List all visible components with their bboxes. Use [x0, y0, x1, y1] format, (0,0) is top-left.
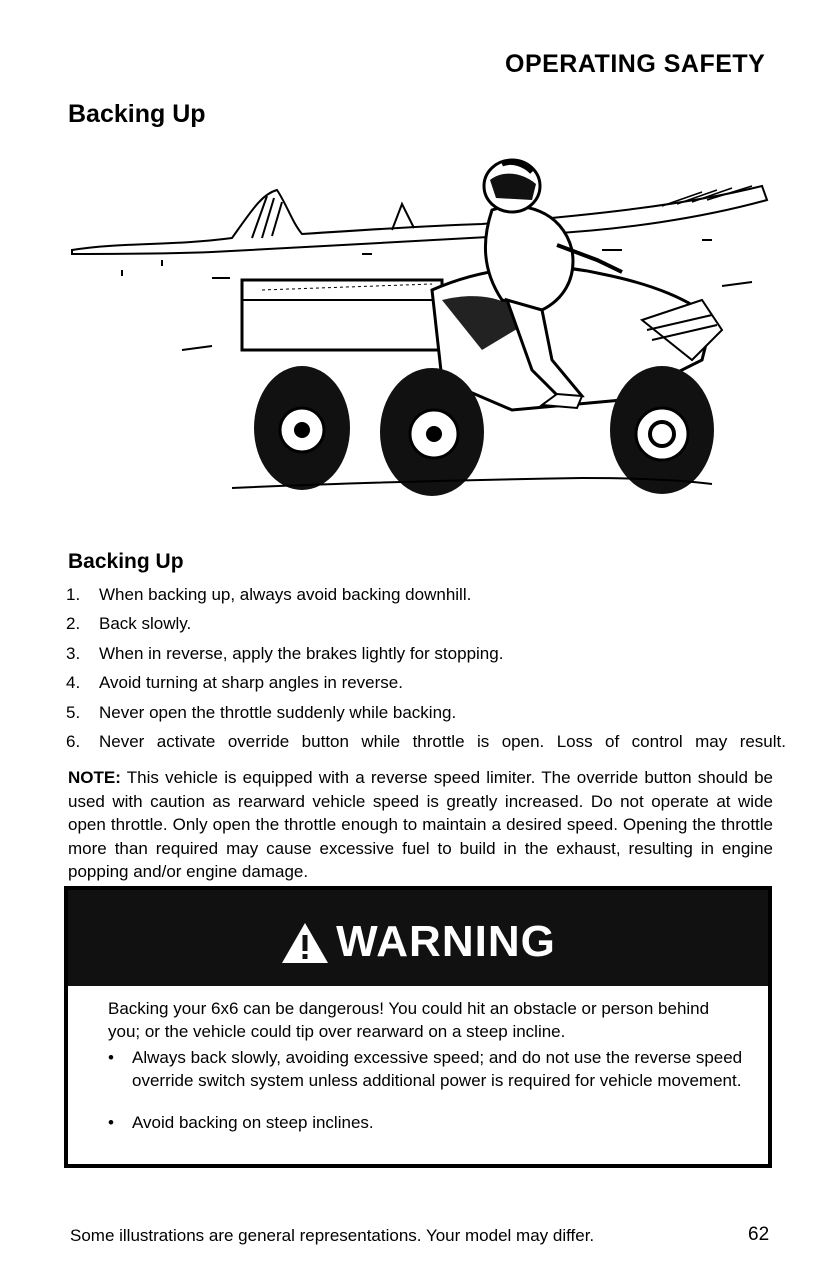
instructions-title: Backing Up: [68, 550, 184, 573]
atv-backing-illustration: [62, 150, 774, 520]
bullet-icon: •: [108, 1113, 114, 1132]
list-item: 5. Never open the throttle suddenly while backing.: [66, 702, 457, 722]
instructions-list: [66, 580, 786, 756]
warning-list: [108, 1047, 744, 1135]
wheel-rear-1: [254, 366, 350, 490]
warning-triangle-icon: [280, 921, 330, 965]
list-item: 3. When in reverse, apply the brakes lightly for stopping.: [66, 643, 504, 663]
list-item: 2. Back slowly.: [66, 614, 192, 634]
warning-title: WARNING: [336, 917, 556, 966]
wheel-rear-2: [380, 368, 484, 496]
warning-intro: Backing your 6x6 can be dangerous! You could hit an obstacle or person behind you; or the vehicle could tip over rearward on a steep incline.: [108, 999, 710, 1041]
note-paragraph: [68, 766, 773, 884]
warning-box: [64, 886, 772, 1168]
note-label: NOTE:: [68, 768, 121, 787]
section-title: Backing Up: [68, 100, 206, 128]
list-item: 6. Never activate override button while throttle is open. Loss of control may result.: [66, 732, 786, 752]
warning-body: [68, 986, 768, 1135]
warning-header: [68, 890, 768, 986]
wheel-front: [610, 366, 714, 494]
page-number: 62: [748, 1224, 770, 1245]
list-item: • Always back slowly, avoiding excessive speed; and do not use the reverse speed override switch system unless additional power is required for vehicle movement.: [108, 1047, 744, 1092]
list-item: • Avoid backing on steep inclines.: [108, 1112, 744, 1135]
note-text: This vehicle is equipped with a reverse speed limiter. The override button should be used with caution as rearward vehicle speed is greatly increased. Do not operate at wide open throttle. Only open the throttle enough to maintain a desired speed. Opening the throttle more than required may cause excessive fuel to build in the exhaust, resulting in engine popping and/or engine damage.: [68, 768, 773, 881]
list-item: 1. When backing up, always avoid backing downhill.: [66, 585, 472, 604]
list-item: 4. Avoid turning at sharp angles in reverse.: [66, 673, 403, 693]
bullet-icon: •: [108, 1048, 114, 1067]
page-header-title: OPERATING SAFETY: [505, 50, 766, 78]
footer-disclaimer: Some illustrations are general representations. Your model may differ.: [70, 1226, 595, 1245]
